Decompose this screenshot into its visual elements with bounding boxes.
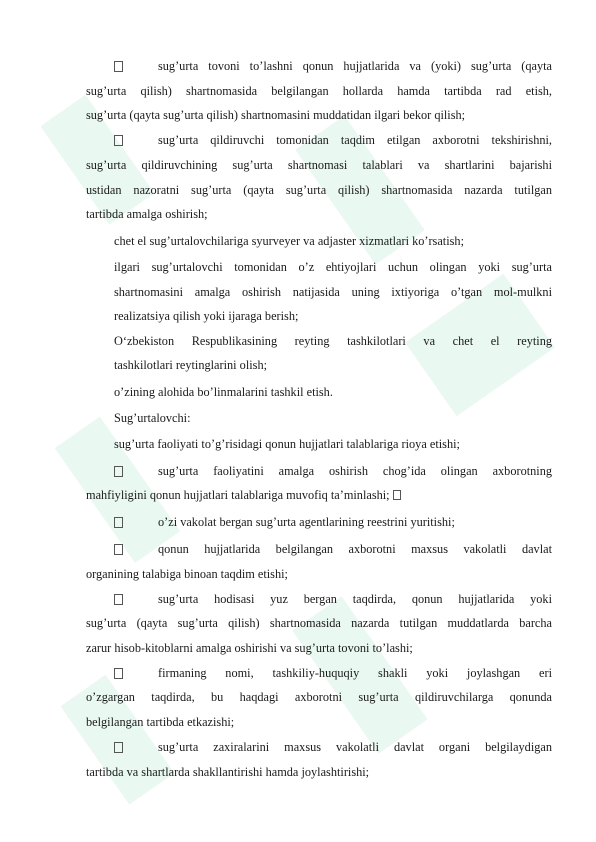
bullet-icon (114, 594, 123, 605)
text-line: O‘zbekiston Respublikasining reyting tashkilotlari va chet el reyting (114, 334, 552, 348)
text-line: sug’urta faoliyatini amalga oshirish chog’ida olingan axborotning (158, 464, 552, 478)
text-line: chet el sug’urtalovchilariga syurveyer va adjaster xizmatlari ko’rsatish; (114, 234, 464, 248)
text-line: belgilangan tartibda etkazishi; (86, 715, 235, 729)
bullet-icon (114, 466, 123, 477)
text-line: shartnomasini amalga oshirish natijasida uning ixtiyoriga o’tgan mol-mulkni (114, 285, 552, 299)
bullet-icon (393, 490, 401, 500)
text-line: ilgari sug’urtalovchi tomonidan o’z ehtiyojlari uchun olingan yoki sug’urta (114, 260, 552, 274)
text-line: zarur hisob-kitoblarni amalga oshirishi va sug’urta tovoni to’lashi; (86, 641, 413, 655)
text-line: Sug’urtalovchi: (114, 411, 191, 425)
text-line: qonun hujjatlarida belgilangan axborotni maxsus vakolatli davlat (158, 542, 552, 556)
text-line: o’zi vakolat bergan sug’urta agentlarining reestrini yuritishi; (158, 515, 455, 529)
bullet-icon (114, 544, 123, 555)
bullet-icon (114, 61, 123, 72)
text-line: sug’urta qildiruvchi tomonidan taqdim etilgan axborotni tekshirishni, (158, 133, 552, 147)
text-line: sug’urta qildiruvchining sug’urta shartnomasi talablari va shartlarini bajarishi (86, 158, 552, 172)
text-line-with-glyph (86, 487, 552, 503)
text-line: tashkilotlari reytinglarini olish; (114, 358, 268, 372)
text-line: sug’urta qilish) shartnomasida belgilangan hollarda hamda tartibda rad etish, (86, 84, 552, 98)
text-line: organining talabiga binoan taqdim etishi; (86, 567, 288, 581)
bullet-icon (114, 517, 123, 528)
text-line: tartibda va shartlarda shakllantirishi hamda joylashtirishi; (86, 765, 370, 779)
text-line: sug’urta (qayta sug’urta qilish) shartnomasini muddatidan ilgari bekor qilish; (86, 108, 466, 122)
text-line: sug’urta faoliyati to’g’risidagi qonun hujjatlari talablariga rioya etishi; (114, 437, 460, 451)
bullet-icon (114, 742, 123, 753)
text-line: firmaning nomi, tashkiliy-huquqiy shakli yoki joylashgan eri (158, 666, 552, 680)
text-line: sug’urta (qayta sug’urta qilish) shartnomasida nazarda tutilgan muddatlarda barcha (86, 616, 552, 630)
text-line: sug’urta tovoni to’lashni qonun hujjatlarida va (yoki) sug’urta (qayta (158, 59, 552, 73)
bullet-icon (114, 135, 123, 146)
text-line: o’zining alohida bo’linmalarini tashkil etish. (114, 385, 333, 399)
text-line: o’zgargan taqdirda, bu haqdagi axborotni sug’urta qildiruvchilarga qonunda (86, 690, 552, 704)
text-line: ustidan nazoratni sug’urta (qayta sug’urta qilish) shartnomasida nazarda tutilgan (86, 183, 552, 197)
bullet-icon (114, 668, 123, 679)
text-line: mahfiyligini qonun hujjatlari talablariga muvofiq ta’minlashi; (86, 488, 390, 502)
text-line: realizatsiya qilish yoki ijaraga berish; (114, 309, 299, 323)
text-line: sug’urta hodisasi yuz bergan taqdirda, qonun hujjatlarida yoki (158, 592, 552, 606)
text-line: sug’urta zaxiralarini maxsus vakolatli davlat organi belgilaydigan (158, 740, 552, 754)
text-line: tartibda amalga oshirish; (86, 207, 208, 221)
